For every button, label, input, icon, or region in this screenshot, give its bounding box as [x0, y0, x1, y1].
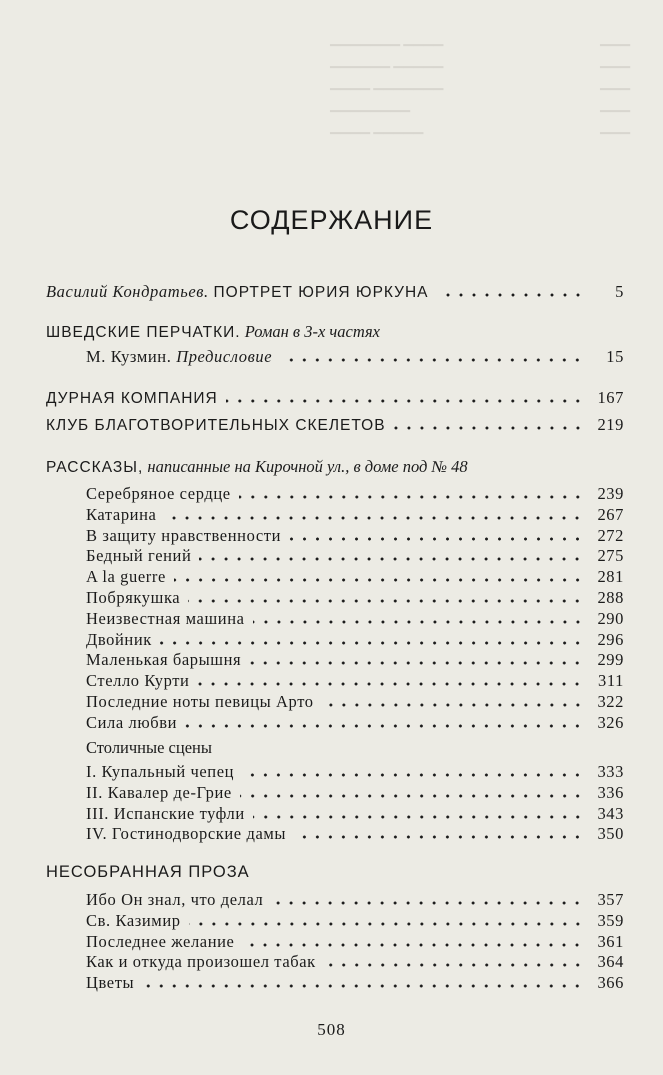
toc-entry[interactable]	[86, 781, 624, 803]
page-number: 5	[615, 282, 624, 301]
toc-entry[interactable]	[86, 544, 624, 566]
entry-title: В защиту нравственности	[86, 525, 282, 545]
page-number: 336	[597, 782, 624, 802]
dot-leader	[164, 515, 584, 521]
toc-entry-bad-company[interactable]	[46, 386, 624, 408]
entry-title: Бедный гений	[86, 546, 192, 566]
toc-entry-intro[interactable]	[46, 280, 624, 302]
entry-title: Последние ноты певицы Арто	[86, 692, 314, 711]
page-number: 343	[597, 803, 624, 823]
toc-entry[interactable]	[86, 971, 624, 993]
section-heading-uncollected: НЕСОБРАННАЯ ПРОЗА	[46, 863, 250, 881]
folio-page-number: 508	[317, 1020, 346, 1039]
dot-leader	[188, 598, 584, 604]
entry-title: Стелло Курти	[86, 671, 190, 691]
dot-leader	[142, 983, 584, 989]
page-number: 322	[597, 692, 624, 711]
toc-entry[interactable]	[86, 802, 624, 824]
toc-entry[interactable]	[86, 565, 624, 587]
preface-title: Предисловие	[176, 347, 273, 366]
capital-scenes-heading: Столичные сцены	[86, 738, 212, 757]
preface-author: М. Кузмин.	[86, 347, 172, 366]
stories-title: РАССКАЗЫ,	[46, 459, 144, 476]
entry-title: Сила любви	[86, 712, 178, 732]
entry-title: A la guerre	[86, 567, 166, 587]
toc-entry[interactable]	[86, 950, 624, 972]
dot-leader	[324, 962, 584, 968]
entry-title: КЛУБ БЛАГОТВОРИТЕЛЬНЫХ СКЕЛЕТОВ	[46, 417, 386, 434]
entry-title: Последнее желание	[86, 931, 235, 951]
entry-title: I. Купальный чепец	[86, 762, 235, 781]
toc-entry[interactable]	[86, 760, 624, 782]
page-title: СОДЕРЖАНИЕ	[229, 205, 434, 235]
dot-leader	[242, 772, 584, 778]
show-through-texture: ▁▁▁▁▁▁▁ ▁▁▁▁ ▁▁▁ ▁▁▁▁▁▁ ▁▁▁▁▁ ▁▁▁ ▁▁▁▁ ▁▁▁▁▁▁▁ ▁▁▁ ▁▁▁▁▁▁▁▁ ▁▁▁ ▁▁▁▁ ▁▁▁▁▁ ▁▁▁	[330, 31, 630, 134]
dot-leader	[437, 292, 585, 298]
page-number: 296	[597, 629, 624, 649]
toc-entry[interactable]	[86, 909, 624, 931]
page-number: 281	[597, 567, 624, 587]
toc-entry[interactable]	[86, 822, 624, 844]
entry-title: IV. Гостинодворские дамы	[86, 824, 287, 844]
entry-title: Как и откуда произошел табак	[86, 952, 316, 972]
dot-leader	[289, 536, 584, 542]
dot-leader	[197, 681, 584, 687]
entry-title: ДУРНАЯ КОМПАНИЯ	[46, 390, 218, 407]
dot-leader	[253, 619, 584, 625]
entry-title: III. Испанские туфли	[86, 803, 245, 823]
entry-title: Побрякушка	[86, 588, 181, 607]
page-number: 333	[597, 762, 624, 781]
page-number: 272	[597, 525, 624, 545]
page-number: 364	[597, 952, 624, 972]
toc-entry[interactable]	[86, 503, 624, 525]
entry-title: Св. Казимир	[86, 910, 181, 930]
entry-title: Серебряное сердце	[86, 484, 231, 503]
entry-title: Ибо Он знал, что делал	[86, 890, 264, 909]
dot-leader	[174, 577, 584, 583]
dot-leader	[253, 814, 584, 820]
page-number: 290	[597, 608, 624, 628]
page-number: 311	[598, 671, 624, 691]
toc-entry[interactable]	[86, 711, 624, 733]
novel-subtitle: Роман в 3-х частях	[244, 322, 380, 341]
toc-entry[interactable]	[86, 930, 624, 952]
dot-leader	[294, 834, 584, 840]
page-number: 366	[597, 973, 624, 993]
page-number: 219	[597, 415, 624, 434]
toc-entry-club[interactable]	[46, 413, 624, 435]
dot-leader	[271, 900, 584, 906]
toc-entry[interactable]	[86, 690, 624, 712]
page-number: 167	[597, 388, 624, 407]
entry-title: Двойник	[86, 629, 152, 649]
toc-entry[interactable]	[86, 669, 624, 691]
intro-title: ПОРТРЕТ ЮРИЯ ЮРКУНА	[213, 284, 429, 301]
page-number: 359	[597, 910, 624, 930]
page-number: 357	[597, 890, 624, 909]
toc-entry[interactable]	[86, 482, 624, 504]
page-number: 267	[597, 504, 624, 524]
section-heading-novel	[46, 322, 380, 342]
toc-entry-preface[interactable]	[86, 345, 624, 367]
dot-leader	[160, 640, 584, 646]
page-number: 361	[597, 931, 624, 951]
dot-leader	[226, 398, 584, 404]
novel-title: ШВЕДСКИЕ ПЕРЧАТКИ.	[46, 324, 241, 341]
toc-entry[interactable]	[86, 628, 624, 650]
page-number: 350	[597, 824, 624, 844]
dot-leader	[199, 556, 584, 562]
page-number: 288	[597, 588, 624, 607]
dot-leader	[394, 425, 584, 431]
entry-title: Цветы	[86, 973, 135, 993]
entry-title: Катарина	[86, 504, 157, 524]
stories-subtitle: написанные на Кирочной ул., в доме под № 48	[147, 457, 468, 476]
dot-leader	[322, 702, 584, 708]
toc-entry[interactable]	[86, 648, 624, 670]
dot-leader	[280, 357, 584, 363]
dot-leader	[249, 660, 584, 666]
toc-entry[interactable]	[86, 607, 624, 629]
dot-leader	[240, 793, 584, 799]
dot-leader	[242, 942, 584, 948]
page-number: 299	[597, 650, 624, 670]
dot-leader	[185, 723, 584, 729]
dot-leader	[189, 921, 584, 927]
page-number: 239	[597, 484, 624, 503]
page-number: 15	[606, 347, 624, 366]
dot-leader	[239, 494, 584, 500]
toc-entry[interactable]	[86, 586, 624, 608]
page-number: 326	[597, 712, 624, 732]
entry-title: Маленькая барышня	[86, 650, 242, 670]
page-number: 275	[597, 546, 624, 566]
section-heading-stories	[46, 457, 468, 477]
entry-title: II. Кавалер де-Грие	[86, 782, 232, 802]
toc-entry[interactable]	[86, 524, 624, 546]
entry-title: Неизвестная машина	[86, 608, 245, 628]
toc-entry[interactable]	[86, 888, 624, 910]
intro-author: Василий Кондратьев.	[46, 282, 209, 301]
